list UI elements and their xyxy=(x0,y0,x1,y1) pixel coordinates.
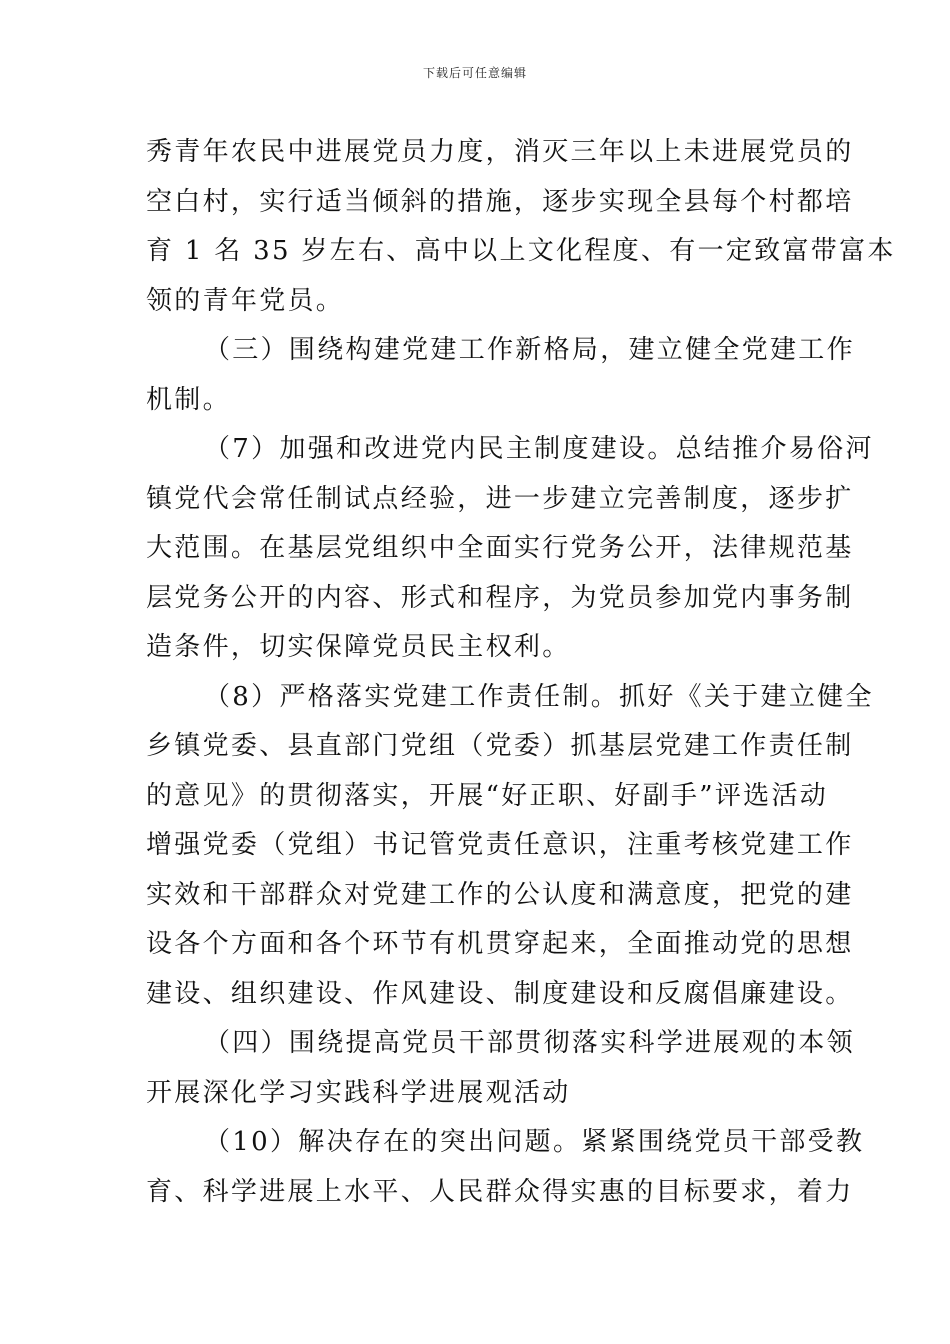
paragraph-item-8 xyxy=(146,673,874,1020)
text-line: 造条件，切实保障党员民主权利。 xyxy=(146,632,571,662)
text-line: 实效和干部群众对党建工作的公认度和满意度，把党的建 xyxy=(146,879,854,910)
paragraph-continued xyxy=(146,128,896,326)
text-line: （8）严格落实党建工作责任制。抓好《关于建立健全 xyxy=(204,681,874,712)
text-line: 秀青年农民中进展党员力度，消灭三年以上未进展党员的 xyxy=(146,137,854,167)
text-line: 建设、组织建设、作风建设、制度建设和反腐倡廉建设。 xyxy=(146,978,854,1009)
text-line: 领的青年党员。 xyxy=(146,285,345,316)
page-header: 下载后可任意编辑 xyxy=(422,66,527,80)
text-line: （四）围绕提高党员干部贯彻落实科学进展观的本领 xyxy=(204,1028,855,1058)
text-line: 空白村，实行适当倾斜的措施，逐步实现全县每个村都培 xyxy=(146,186,854,217)
paragraph-section-4 xyxy=(146,1019,855,1118)
text-line: 育 1 名 35 岁左右、高中以上文化程度、有一定致富带富本 xyxy=(146,236,896,266)
text-line: 的意见》的贯彻落实，开展“好正职、好副手”评选活动 xyxy=(146,780,829,811)
text-line: （7）加强和改进党内民主制度建设。总结推介易俗河 xyxy=(204,434,874,464)
text-line: （10）解决存在的突出问题。紧紧围绕党员干部受教 xyxy=(204,1127,865,1157)
text-line: 增强党委（党组）书记管党责任意识，注重考核党建工作 xyxy=(146,830,854,860)
paragraph-section-3 xyxy=(146,326,855,425)
paragraph-item-10 xyxy=(146,1118,865,1217)
text-line: 育、科学进展上水平、人民群众得实惠的目标要求，着力 xyxy=(146,1176,854,1207)
text-line: 乡镇党委、县直部门党组（党委）抓基层党建工作责任制 xyxy=(146,731,854,761)
document-body xyxy=(146,128,896,1217)
paragraph-item-7 xyxy=(146,425,874,673)
text-line: 设各个方面和各个环节有机贯穿起来，全面推动党的思想 xyxy=(146,929,854,959)
text-line: （三）围绕构建党建工作新格局，建立健全党建工作 xyxy=(204,335,855,365)
text-line: 开展深化学习实践科学进展观活动 xyxy=(146,1077,571,1108)
text-line: 机制。 xyxy=(146,384,231,415)
text-line: 镇党代会常任制试点经验，进一步建立完善制度，逐步扩 xyxy=(146,483,854,514)
text-line: 层党务公开的内容、形式和程序，为党员参加党内事务制 xyxy=(146,582,854,613)
text-line: 大范围。在基层党组织中全面实行党务公开，法律规范基 xyxy=(146,533,854,563)
